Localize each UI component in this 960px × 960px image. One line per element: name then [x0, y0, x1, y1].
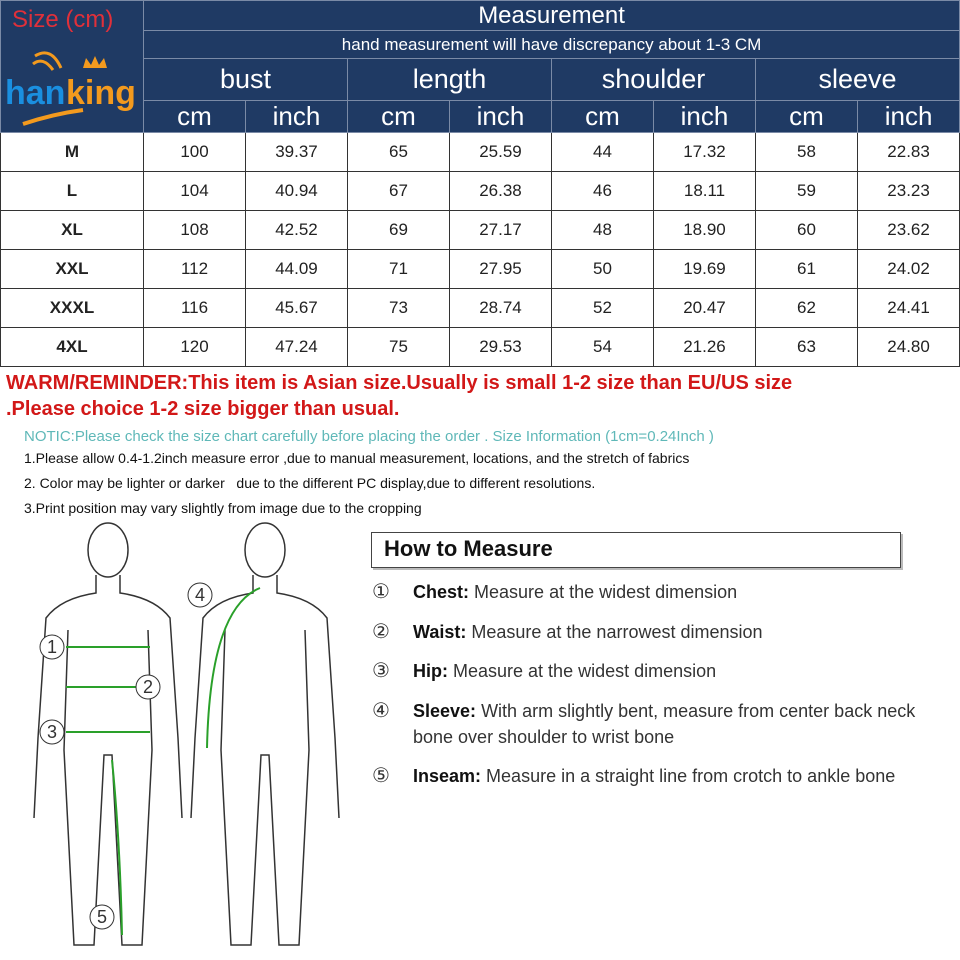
- measure-step-1: [372, 579, 932, 605]
- measure-step-2: [372, 619, 932, 645]
- value-cell: 75: [348, 328, 450, 367]
- size-label: Size (cm): [12, 6, 114, 33]
- value-cell: 116: [144, 289, 246, 328]
- marker-3: 3: [46, 722, 58, 742]
- unit-header: cm: [552, 101, 654, 133]
- measure-step-3: [372, 658, 932, 684]
- value-cell: 24.02: [858, 250, 960, 289]
- value-cell: 29.53: [450, 328, 552, 367]
- value-cell: 73: [348, 289, 450, 328]
- notice-text: NOTIC:Please check the size chart carefully before placing the order . Size Information (1cm=0.24Inch ): [24, 428, 714, 445]
- unit-header: cm: [348, 101, 450, 133]
- unit-header: cm: [144, 101, 246, 133]
- step-label: Sleeve:: [413, 701, 477, 721]
- value-cell: 46: [552, 172, 654, 211]
- value-cell: 69: [348, 211, 450, 250]
- size-cell: M: [1, 133, 144, 172]
- value-cell: 18.90: [654, 211, 756, 250]
- value-cell: 65: [348, 133, 450, 172]
- measure-step-5: [372, 763, 932, 789]
- how-to-measure-title: How to Measure: [371, 532, 901, 568]
- value-cell: 44: [552, 133, 654, 172]
- hanking-logo: [3, 42, 141, 128]
- value-cell: 47.24: [246, 328, 348, 367]
- warning-line-2: .Please choice 1-2 size bigger than usual.: [6, 398, 400, 420]
- note-1: 1.Please allow 0.4-1.2inch measure error ,due to manual measurement, locations, and the stretch of fabrics: [24, 450, 690, 466]
- size-cell: 4XL: [1, 328, 144, 367]
- step-body: [413, 658, 932, 684]
- value-cell: 27.17: [450, 211, 552, 250]
- value-cell: 24.41: [858, 289, 960, 328]
- size-warning: [6, 370, 792, 422]
- value-cell: 71: [348, 250, 450, 289]
- value-cell: 50: [552, 250, 654, 289]
- warning-line-1: WARM/REMINDER:This item is Asian size.Usually is small 1-2 size than EU/US size: [6, 372, 793, 394]
- value-cell: 42.52: [246, 211, 348, 250]
- step-number: ②: [372, 621, 390, 643]
- value-cell: 23.62: [858, 211, 960, 250]
- body-measurement-figure: [0, 520, 360, 960]
- value-cell: 67: [348, 172, 450, 211]
- group-length: length: [348, 59, 552, 101]
- value-cell: 24.80: [858, 328, 960, 367]
- table-row: [1, 289, 960, 328]
- unit-header: inch: [246, 101, 348, 133]
- value-cell: 104: [144, 172, 246, 211]
- table-row: [1, 211, 960, 250]
- value-cell: 60: [756, 211, 858, 250]
- step-text: With arm slightly bent, measure from center back neck bone over shoulder to wrist bone: [413, 701, 916, 747]
- table-row: [1, 328, 960, 367]
- unit-header: inch: [858, 101, 960, 133]
- group-bust: bust: [144, 59, 348, 101]
- value-cell: 58: [756, 133, 858, 172]
- step-number: ⑤: [372, 765, 390, 787]
- step-text: Measure at the widest dimension: [453, 661, 717, 681]
- size-cell: XXL: [1, 250, 144, 289]
- note-2: 2. Color may be lighter or darker due to the different PC display,due to different resolutions.: [24, 475, 596, 491]
- value-cell: 25.59: [450, 133, 552, 172]
- value-cell: 17.32: [654, 133, 756, 172]
- size-cell: XXXL: [1, 289, 144, 328]
- table-title: Measurement: [144, 1, 960, 31]
- value-cell: 100: [144, 133, 246, 172]
- value-cell: 39.37: [246, 133, 348, 172]
- value-cell: 52: [552, 289, 654, 328]
- value-cell: 63: [756, 328, 858, 367]
- step-body: [413, 763, 932, 789]
- note-3: 3.Print position may vary slightly from image due to the cropping: [24, 500, 422, 516]
- size-chart-table: [0, 0, 960, 367]
- group-sleeve: sleeve: [756, 59, 960, 101]
- table-row: [1, 250, 960, 289]
- value-cell: 59: [756, 172, 858, 211]
- step-label: Waist:: [413, 622, 467, 642]
- value-cell: 120: [144, 328, 246, 367]
- group-shoulder: shoulder: [552, 59, 756, 101]
- value-cell: 40.94: [246, 172, 348, 211]
- value-cell: 19.69: [654, 250, 756, 289]
- value-cell: 54: [552, 328, 654, 367]
- value-cell: 44.09: [246, 250, 348, 289]
- unit-header: cm: [756, 101, 858, 133]
- step-text: Measure at the widest dimension: [474, 582, 738, 602]
- step-body: [413, 698, 932, 750]
- value-cell: 21.26: [654, 328, 756, 367]
- value-cell: 20.47: [654, 289, 756, 328]
- logo-text-han: han: [5, 74, 66, 112]
- value-cell: 18.11: [654, 172, 756, 211]
- value-cell: 48: [552, 211, 654, 250]
- measure-step-4: [372, 698, 932, 750]
- value-cell: 27.95: [450, 250, 552, 289]
- table-subtitle: hand measurement will have discrepancy about 1-3 CM: [144, 31, 960, 59]
- unit-header: inch: [450, 101, 552, 133]
- value-cell: 26.38: [450, 172, 552, 211]
- step-label: Hip:: [413, 661, 448, 681]
- step-text: Measure in a straight line from crotch to ankle bone: [486, 766, 896, 786]
- step-number: ①: [372, 581, 390, 603]
- logo-text-king: king: [66, 74, 136, 112]
- value-cell: 62: [756, 289, 858, 328]
- table-row: [1, 133, 960, 172]
- marker-5: 5: [96, 907, 108, 927]
- marker-4: 4: [194, 585, 206, 605]
- marker-1: 1: [46, 637, 58, 657]
- step-number: ③: [372, 660, 390, 682]
- step-label: Inseam:: [413, 766, 482, 786]
- value-cell: 112: [144, 250, 246, 289]
- step-body: [413, 619, 932, 645]
- value-cell: 28.74: [450, 289, 552, 328]
- value-cell: 23.23: [858, 172, 960, 211]
- value-cell: 45.67: [246, 289, 348, 328]
- table-row: [1, 172, 960, 211]
- size-cell: L: [1, 172, 144, 211]
- value-cell: 61: [756, 250, 858, 289]
- step-label: Chest:: [413, 582, 470, 602]
- value-cell: 108: [144, 211, 246, 250]
- step-body: [413, 579, 932, 605]
- size-cell: XL: [1, 211, 144, 250]
- value-cell: 22.83: [858, 133, 960, 172]
- marker-2: 2: [142, 677, 154, 697]
- step-number: ④: [372, 700, 390, 722]
- unit-header: inch: [654, 101, 756, 133]
- step-text: Measure at the narrowest dimension: [471, 622, 763, 642]
